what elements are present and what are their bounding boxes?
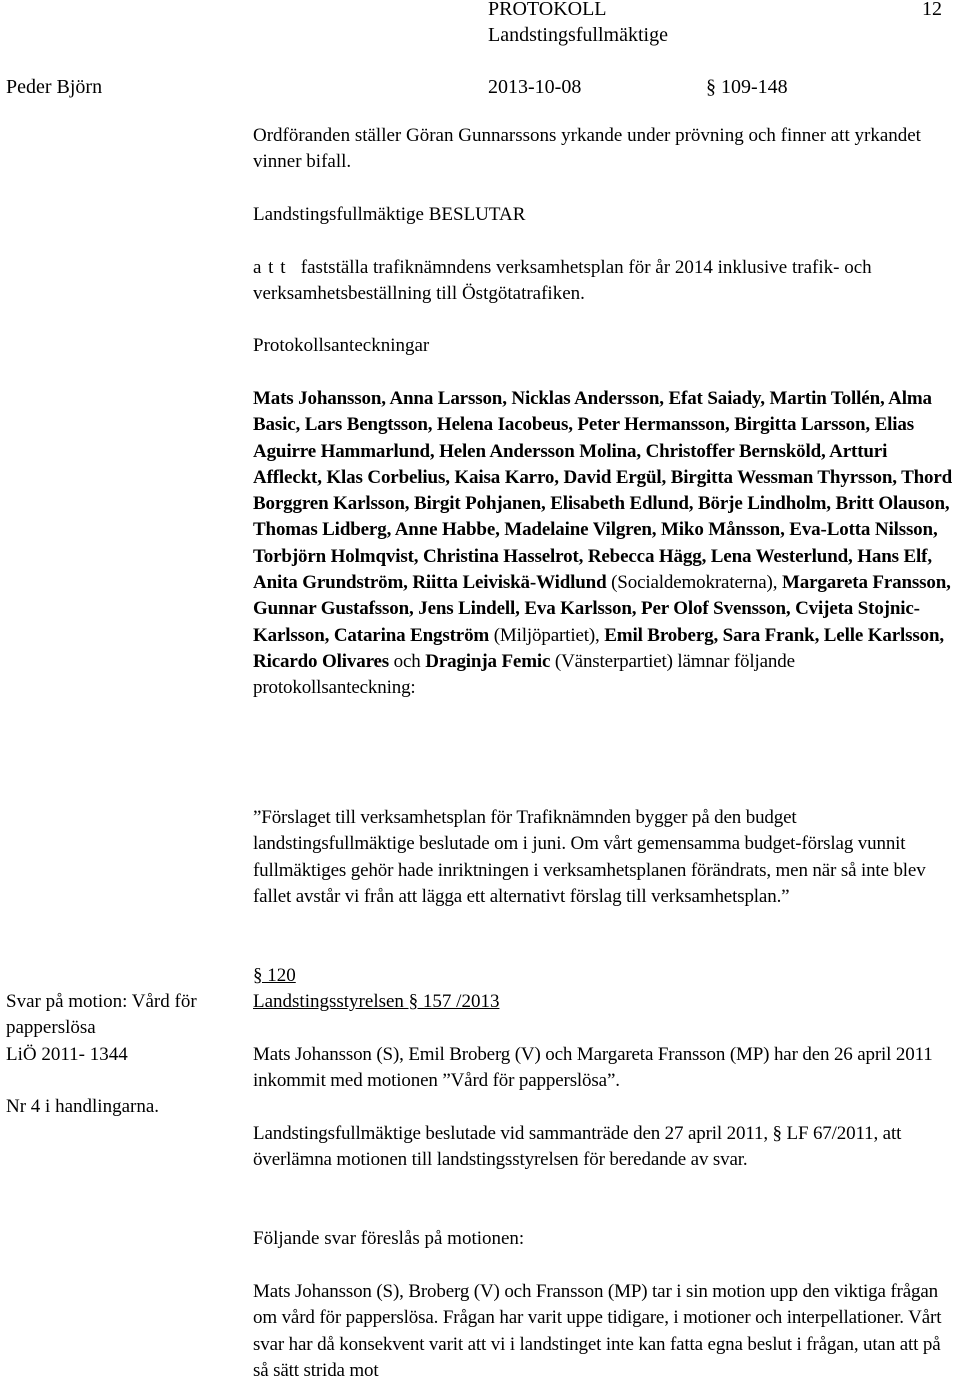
header-author: Peder Björn <box>6 76 103 98</box>
item-sidebar <box>6 989 244 1120</box>
header-date: 2013-10-08 <box>488 76 582 98</box>
document-title: PROTOKOLL <box>488 0 607 20</box>
item-number: § 120 <box>253 965 296 986</box>
och-word: och <box>393 650 421 672</box>
item-reference: Landstingsstyrelsen § 157 /2013 <box>253 991 500 1012</box>
item-paragraph-3: Följande svar föreslås på motionen: <box>253 1228 525 1249</box>
decision-text: fastställa trafiknämndens verksamhetsplan för år 2014 inklusive trafik- och verksamhetsbeställning till Östgötatrafiken. <box>253 257 872 305</box>
decision-heading: Landstingsfullmäktige BESLUTAR <box>253 204 526 225</box>
v-names-2: Draginja Femic <box>425 650 551 672</box>
protocol-notes-quote <box>253 805 933 910</box>
v-names-1: Emil Broberg, Sara Frank, Lelle Karlsson, Ricardo Olivares <box>253 624 944 672</box>
item-paragraph-4: Mats Johansson (S), Broberg (V) och Fransson (MP) tar i sin motion upp den viktiga frågan om vård för papperslösa. Frågan har varit uppe tidigare, i motioner och interpellationer. Vårt svar har då konsekvent varit att vi i landstinget inte kan fatta egna beslut i frågan, utan att på så sätt strida mot <box>253 1281 942 1381</box>
protocol-notes-signers <box>253 386 953 702</box>
s-names: Mats Johansson, Anna Larsson, Nicklas Andersson, Efat Saiady, Martin Tollén, Alma Basic, Lars Bengtsson, Helena Iacobeus, Peter Hermansson, Birgitta Larsson, Elias Aguirre Hammarlund, Helen Andersson Molina, Christoffer Bernsköld, Artturi Affleckt, Klas Corbelius, Kaisa Karro, David Ergül, Birgitta Wessman Thyrsson, Thord Borggren Karlsson, Birgit Pohjanen, Elisabeth Edlund, Börje Lindholm, Britt Olauson, Thomas Lidberg, Anne Habbe, Madelaine Vilgren, Miko Månsson, Eva-Lotta Nilsson, Torbjörn Holmqvist, Christina Hasselrot, Rebecca Hägg, Lena Westerlund, Hans Elf, Anita Grundström, Riitta Leiviskä-Widlund <box>253 388 953 594</box>
protocol-notes-heading: Protokollsanteckningar <box>253 335 430 356</box>
ruling-text: Ordföranden ställer Göran Gunnarssons yrkande under prövning och finner att yrkandet vinner bifall. <box>253 125 921 173</box>
document-subtitle: Landstingsfullmäktige <box>488 24 668 46</box>
page-number: 12 <box>922 0 942 20</box>
item-paragraph-1: Mats Johansson (S), Emil Broberg (V) och Margareta Fransson (MP) har den 26 april 2011 inkommit med motionen ”Vård för papperslösa”. <box>253 1044 933 1092</box>
mp-party: (Miljöpartiet), <box>493 624 600 646</box>
mp-names: Margareta Fransson, Gunnar Gustafsson, Jens Lindell, Eva Karlsson, Per Olof Svensson, Cvijeta Stojnic-Karlsson, Catarina Engström <box>253 572 951 646</box>
decision-body <box>253 255 953 308</box>
item-paragraph-2: Landstingsfullmäktige beslutade vid sammanträde den 27 april 2011, § LF 67/2011, att överlämna motionen till landstingsstyrelsen för beredande av svar. <box>253 1123 902 1171</box>
sidebar-title: Svar på motion: Vård för papperslösa <box>6 991 197 1039</box>
quote-text: ”Förslaget till verksamhetsplan för Trafiknämnden bygger på den budget landstingsfullmäktige beslutade om i juni. Om vårt gemensamma budget-förslag vunnit fullmäktiges gehör hade inriktningen i verksamhetsplanen förändrats, men när så inte blev fallet avstår vi från att lägga ett alternativt förslag till verksamhetsplan.” <box>253 807 926 907</box>
ruling-paragraph <box>253 123 953 176</box>
sidebar-reference: LiÖ 2011- 1344 <box>6 1043 128 1065</box>
s-party: (Socialdemokraterna), <box>611 572 778 594</box>
sidebar-attachment: Nr 4 i handlingarna. <box>6 1095 160 1117</box>
v-party-tail: (Vänsterpartiet) lämnar följande protokollsanteckning: <box>253 650 795 699</box>
decision-att: a t t <box>253 257 287 278</box>
header-section: § 109-148 <box>706 76 788 98</box>
